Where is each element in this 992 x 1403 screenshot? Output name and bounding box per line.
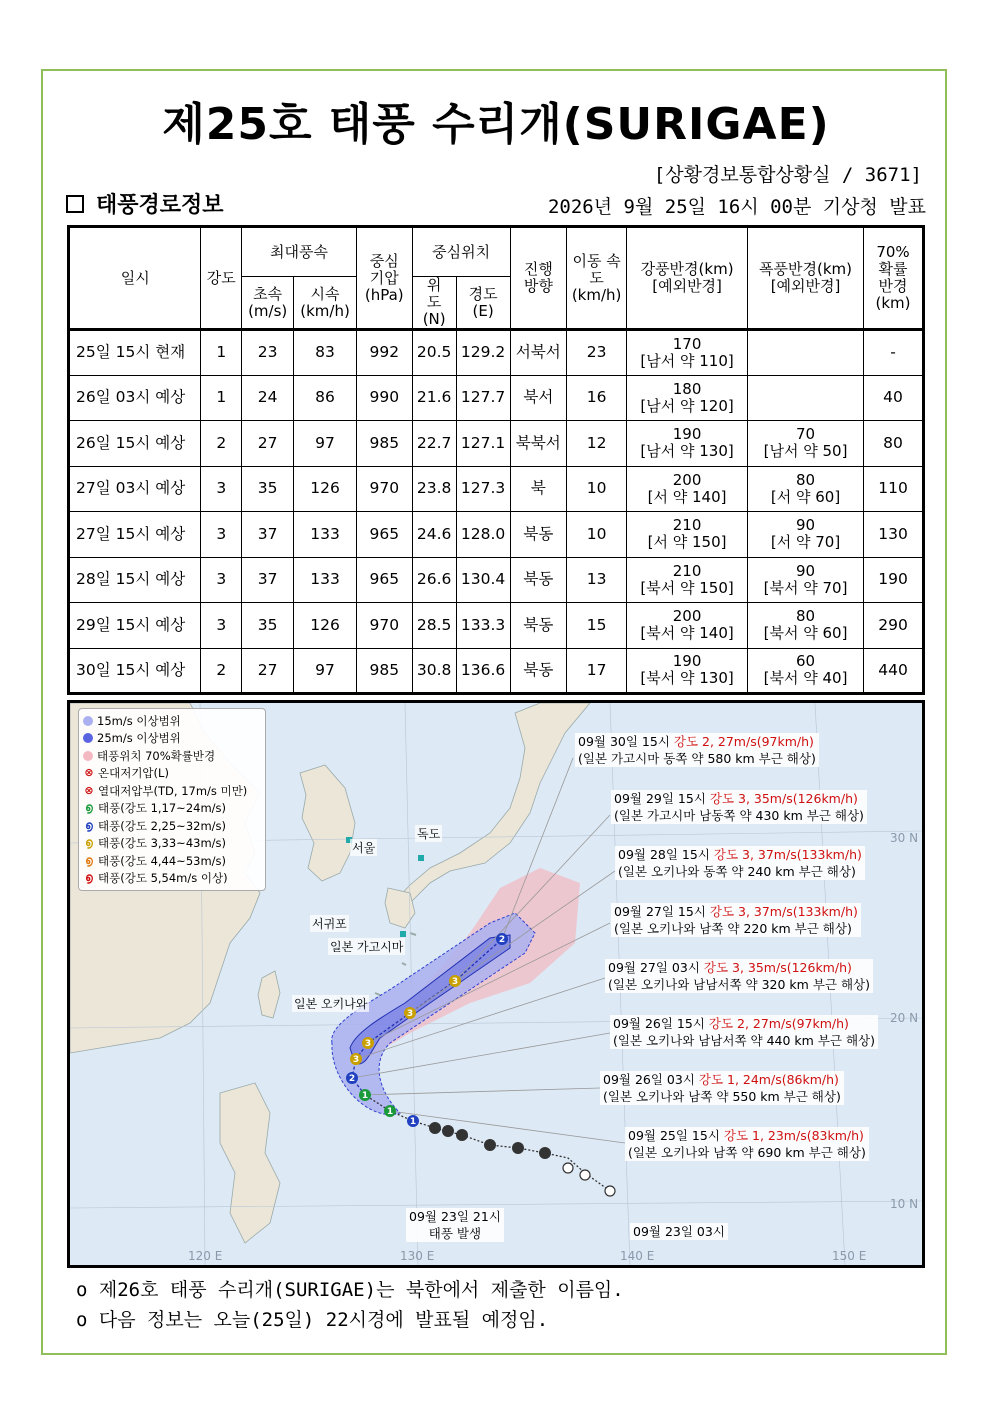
strong-exception: [서 약 140] bbox=[647, 487, 727, 506]
cell-lat: 23.8 bbox=[412, 466, 456, 512]
cell-prob: 130 bbox=[864, 512, 924, 558]
cell-hpa: 990 bbox=[356, 375, 412, 421]
cell-hpa: 965 bbox=[356, 557, 412, 603]
map-legend bbox=[78, 708, 266, 891]
place-kagoshima: 일본 가고시마 bbox=[330, 940, 404, 954]
cell-storm bbox=[748, 466, 864, 512]
header-ms: 초속 (m/s) bbox=[242, 277, 294, 330]
notes bbox=[76, 1275, 624, 1335]
legend-item bbox=[83, 747, 261, 765]
cell-lat: 30.8 bbox=[412, 648, 456, 694]
header-direction: 진행 방향 bbox=[510, 227, 567, 330]
svg-text:1: 1 bbox=[409, 1117, 417, 1127]
cell-time: 26일 03시 예상 bbox=[69, 375, 201, 421]
annotation-location: (일본 오키나와 남쪽 약 690 km 부근 해상) bbox=[628, 1145, 866, 1160]
svg-text:1: 1 bbox=[361, 1091, 369, 1101]
cell-storm bbox=[748, 603, 864, 649]
legend-label: 태풍(강도 5,54m/s 이상) bbox=[98, 871, 228, 886]
typhoon-symbol-icon: ൭ bbox=[85, 871, 93, 885]
korea-landmass bbox=[300, 765, 355, 881]
header-speed: 이동 속도 (km/h) bbox=[567, 227, 627, 330]
strong-exception: [남서 약 130] bbox=[640, 442, 734, 461]
table-row bbox=[69, 375, 924, 421]
storm-radius: 60 bbox=[795, 652, 816, 671]
grid-lon150: 150 E bbox=[832, 1249, 867, 1263]
cell-time: 30일 15시 예상 bbox=[69, 648, 201, 694]
header-pressure: 중심 기압 (hPa) bbox=[356, 227, 412, 330]
cell-kmh: 97 bbox=[294, 421, 357, 467]
typhoon-symbol-icon: ⊗ bbox=[84, 783, 94, 797]
table-row bbox=[69, 557, 924, 603]
annotation-intensity: 강도 1, 23m/s(83km/h) bbox=[723, 1128, 864, 1143]
cell-ms: 27 bbox=[242, 421, 294, 467]
storm-radius: 90 bbox=[795, 561, 816, 580]
storm-exception: [서 약 60] bbox=[770, 487, 841, 506]
legend-label: 25m/s 이상범위 bbox=[97, 731, 181, 746]
note-1: o 제26호 태풍 수리개(SURIGAE)는 북한에서 제출한 이름임. bbox=[76, 1279, 624, 1301]
cell-strong bbox=[627, 648, 748, 694]
cell-prob: 440 bbox=[864, 648, 924, 694]
cell-lat: 21.6 bbox=[412, 375, 456, 421]
taiwan-landmass bbox=[258, 971, 280, 1018]
cell-kmh: 83 bbox=[294, 330, 357, 376]
cell-ms: 35 bbox=[242, 603, 294, 649]
place-okinawa: 일본 오키나와 bbox=[294, 997, 368, 1011]
svg-text:3: 3 bbox=[406, 1009, 414, 1019]
svg-text:3: 3 bbox=[451, 977, 459, 987]
cell-ms: 37 bbox=[242, 512, 294, 558]
cell-kmh: 133 bbox=[294, 557, 357, 603]
legend-item bbox=[83, 782, 261, 800]
cell-ms: 23 bbox=[242, 330, 294, 376]
place-dokdo: 독도 bbox=[417, 827, 441, 841]
legend-item bbox=[83, 800, 261, 818]
grid-lon140: 140 E bbox=[620, 1249, 655, 1263]
storm-radius: 70 bbox=[795, 425, 816, 444]
header-strong-radius: 강풍반경(km) [예외반경] bbox=[627, 227, 748, 330]
svg-text:2: 2 bbox=[348, 1074, 356, 1084]
cell-strong bbox=[627, 466, 748, 512]
table-row bbox=[69, 512, 924, 558]
cell-spd: 13 bbox=[567, 557, 627, 603]
legend-label: 15m/s 이상범위 bbox=[97, 713, 181, 728]
annotation-headline bbox=[578, 733, 816, 750]
annotation-date: 09월 27일 15시 bbox=[614, 904, 706, 919]
start-label: 09월 23일 03시 bbox=[630, 1223, 728, 1240]
legend-item bbox=[83, 870, 261, 888]
cell-lon: 136.6 bbox=[456, 648, 510, 694]
cell-strong bbox=[627, 603, 748, 649]
annotation-headline bbox=[614, 903, 858, 920]
genesis-label bbox=[406, 1208, 504, 1242]
cell-prob: 110 bbox=[864, 466, 924, 512]
cell-prob: 80 bbox=[864, 421, 924, 467]
cell-spd: 10 bbox=[567, 512, 627, 558]
cell-dir: 북동 bbox=[510, 603, 567, 649]
track-annotation bbox=[605, 959, 873, 993]
storm-radius: 80 bbox=[795, 470, 816, 489]
typhoon-symbol-icon: ൭ bbox=[85, 818, 93, 832]
legend-label: 태풍(강도 1,17~24m/s) bbox=[98, 801, 227, 816]
storm-exception: [남서 약 50] bbox=[763, 442, 848, 461]
cell-spd: 15 bbox=[567, 603, 627, 649]
svg-text:1: 1 bbox=[386, 1107, 394, 1117]
cell-storm bbox=[748, 421, 864, 467]
grid-lon120: 120 E bbox=[188, 1249, 223, 1263]
cell-lat: 28.5 bbox=[412, 603, 456, 649]
cell-lon: 128.0 bbox=[456, 512, 510, 558]
storm-exception: [북서 약 40] bbox=[763, 669, 848, 688]
page-title: 제25호 태풍 수리개(SURIGAE) bbox=[162, 99, 830, 150]
table-row bbox=[69, 466, 924, 512]
cell-ms: 27 bbox=[242, 648, 294, 694]
cell-dir: 북동 bbox=[510, 557, 567, 603]
track-annotation bbox=[611, 790, 867, 824]
legend-item bbox=[83, 712, 261, 730]
cell-time: 26일 15시 예상 bbox=[69, 421, 201, 467]
annotation-location: (일본 오키나와 남쪽 약 550 km 부근 해상) bbox=[603, 1089, 841, 1104]
grid-lat10: 10 N bbox=[890, 1197, 919, 1211]
cell-spd: 12 bbox=[567, 421, 627, 467]
cell-storm bbox=[748, 648, 864, 694]
cell-int: 2 bbox=[201, 648, 242, 694]
track-annotation bbox=[615, 846, 865, 880]
cell-dir: 북 bbox=[510, 466, 567, 512]
annotation-intensity: 강도 3, 37m/s(133km/h) bbox=[709, 904, 858, 919]
strong-exception: [북서 약 140] bbox=[640, 624, 734, 643]
cell-prob: 190 bbox=[864, 557, 924, 603]
cell-int: 3 bbox=[201, 466, 242, 512]
cell-dir: 북북서 bbox=[510, 421, 567, 467]
grid-lon130: 130 E bbox=[400, 1249, 435, 1263]
genesis-text: 태풍 발생 bbox=[428, 1226, 482, 1241]
cell-dir: 북서 bbox=[510, 375, 567, 421]
table-row bbox=[69, 421, 924, 467]
cell-int: 3 bbox=[201, 603, 242, 649]
strong-exception: [북서 약 150] bbox=[640, 578, 734, 597]
cell-lon: 133.3 bbox=[456, 603, 510, 649]
cell-int: 3 bbox=[201, 512, 242, 558]
cell-strong bbox=[627, 421, 748, 467]
issued-time: 2026년 9월 25일 16시 00분 기상청 발표 bbox=[547, 196, 926, 218]
legend-swatch-icon bbox=[83, 733, 93, 743]
annotation-headline bbox=[628, 1127, 866, 1144]
annotation-date: 09월 30일 15시 bbox=[578, 734, 670, 749]
cell-int: 1 bbox=[201, 330, 242, 376]
cell-strong bbox=[627, 512, 748, 558]
annotation-location: (일본 오키나와 남남서쪽 약 440 km 부근 해상) bbox=[613, 1033, 875, 1048]
track-annotation bbox=[625, 1127, 869, 1161]
place-seogwipo: 서귀포 bbox=[312, 917, 347, 931]
cell-dir: 북동 bbox=[510, 648, 567, 694]
cell-hpa: 985 bbox=[356, 421, 412, 467]
cell-time: 25일 15시 현재 bbox=[69, 330, 201, 376]
annotation-intensity: 강도 3, 35m/s(126km/h) bbox=[703, 960, 852, 975]
header-intensity: 강도 bbox=[201, 227, 242, 330]
typhoon-symbol-icon: ൭ bbox=[85, 836, 93, 850]
svg-text:2: 2 bbox=[498, 935, 506, 945]
typhoon-symbol-icon: ൭ bbox=[85, 801, 93, 815]
section-header bbox=[66, 188, 224, 219]
cell-kmh: 126 bbox=[294, 603, 357, 649]
table-row bbox=[69, 648, 924, 694]
storm-radius: 80 bbox=[795, 607, 816, 626]
header-lon: 경도 (E) bbox=[456, 277, 510, 330]
annotation-location: (일본 오키나와 남쪽 약 220 km 부근 해상) bbox=[614, 921, 852, 936]
cell-lat: 26.6 bbox=[412, 557, 456, 603]
cell-int: 3 bbox=[201, 557, 242, 603]
header-lat: 위도 (N) bbox=[412, 277, 456, 330]
cell-strong bbox=[627, 557, 748, 603]
annotation-location: (일본 오키나와 동쪽 약 240 km 부근 해상) bbox=[618, 864, 856, 879]
annotation-date: 09월 29일 15시 bbox=[614, 791, 706, 806]
cell-storm bbox=[748, 330, 864, 376]
legend-item bbox=[83, 730, 261, 748]
place-seoul: 서울 bbox=[352, 841, 376, 855]
strong-exception: [북서 약 130] bbox=[640, 669, 734, 688]
strong-radius: 210 bbox=[672, 561, 702, 580]
storm-exception: [북서 약 60] bbox=[763, 624, 848, 643]
cell-storm bbox=[748, 557, 864, 603]
header-prob-radius: 70% 확률 반경 (km) bbox=[864, 227, 924, 330]
strong-radius: 190 bbox=[672, 425, 702, 444]
cell-kmh: 97 bbox=[294, 648, 357, 694]
header-storm-radius: 폭풍반경(km) [예외반경] bbox=[748, 227, 864, 330]
cell-dir: 북동 bbox=[510, 512, 567, 558]
annotation-intensity: 강도 2, 27m/s(97km/h) bbox=[708, 1016, 849, 1031]
legend-label: 온대저기압(L) bbox=[98, 766, 169, 781]
cell-dir: 서북서 bbox=[510, 330, 567, 376]
track-annotation bbox=[575, 733, 819, 767]
track-annotation bbox=[600, 1071, 844, 1105]
table-row bbox=[69, 603, 924, 649]
strong-radius: 170 bbox=[672, 334, 702, 353]
cell-time: 28일 15시 예상 bbox=[69, 557, 201, 603]
cell-time: 27일 15시 예상 bbox=[69, 512, 201, 558]
cell-storm bbox=[748, 512, 864, 558]
office-label: [상황경보통합상황실 / 3671] bbox=[653, 164, 922, 186]
header-time: 일시 bbox=[69, 227, 201, 330]
cell-lon: 129.2 bbox=[456, 330, 510, 376]
legend-label: 태풍(강도 2,25~32m/s) bbox=[98, 818, 227, 833]
cell-lat: 20.5 bbox=[412, 330, 456, 376]
annotation-headline bbox=[618, 846, 862, 863]
cell-prob: 40 bbox=[864, 375, 924, 421]
strong-radius: 190 bbox=[672, 652, 702, 671]
annotation-intensity: 강도 1, 24m/s(86km/h) bbox=[698, 1072, 839, 1087]
cell-hpa: 970 bbox=[356, 603, 412, 649]
annotation-location: (일본 가고시마 동쪽 약 580 km 부근 해상) bbox=[578, 751, 816, 766]
legend-item bbox=[83, 817, 261, 835]
strong-radius: 210 bbox=[672, 516, 702, 535]
cell-hpa: 970 bbox=[356, 466, 412, 512]
strong-exception: [남서 약 110] bbox=[640, 351, 734, 370]
legend-item bbox=[83, 835, 261, 853]
cell-spd: 10 bbox=[567, 466, 627, 512]
cell-strong bbox=[627, 375, 748, 421]
annotation-date: 09월 28일 15시 bbox=[618, 847, 710, 862]
cell-lat: 22.7 bbox=[412, 421, 456, 467]
cell-lon: 127.3 bbox=[456, 466, 510, 512]
strong-exception: [서 약 150] bbox=[647, 533, 727, 552]
cell-lon: 127.1 bbox=[456, 421, 510, 467]
annotation-date: 09월 27일 03시 bbox=[608, 960, 700, 975]
cell-hpa: 992 bbox=[356, 330, 412, 376]
cell-int: 2 bbox=[201, 421, 242, 467]
legend-label: 태풍위치 70%확률반경 bbox=[97, 748, 216, 763]
svg-text:3: 3 bbox=[352, 1055, 360, 1065]
legend-label: 열대저압부(TD, 17m/s 미만) bbox=[98, 783, 248, 798]
checkbox-icon bbox=[66, 195, 84, 213]
cell-lat: 24.6 bbox=[412, 512, 456, 558]
strong-radius: 200 bbox=[672, 470, 702, 489]
annotation-headline bbox=[613, 1015, 875, 1032]
typhoon-symbol-icon: ⊗ bbox=[84, 766, 94, 780]
header-center: 중심위치 bbox=[412, 227, 510, 277]
track-map bbox=[67, 700, 925, 1268]
annotation-location: (일본 오키나와 남남서쪽 약 320 km 부근 해상) bbox=[608, 977, 870, 992]
note-2: o 다음 정보는 오늘(25일) 22시경에 발표될 예정임. bbox=[76, 1309, 549, 1331]
storm-exception: [서 약 70] bbox=[770, 533, 841, 552]
forecast-table bbox=[67, 225, 925, 695]
cell-ms: 35 bbox=[242, 466, 294, 512]
annotation-date: 09월 26일 03시 bbox=[603, 1072, 695, 1087]
strong-exception: [남서 약 120] bbox=[640, 396, 734, 415]
annotation-date: 09월 26일 15시 bbox=[613, 1016, 705, 1031]
cell-spd: 23 bbox=[567, 330, 627, 376]
storm-radius: 90 bbox=[795, 516, 816, 535]
annotation-intensity: 강도 3, 37m/s(133km/h) bbox=[713, 847, 862, 862]
cell-time: 29일 15시 예상 bbox=[69, 603, 201, 649]
annotation-headline bbox=[608, 959, 870, 976]
svg-text:3: 3 bbox=[364, 1039, 372, 1049]
storm-exception: [북서 약 70] bbox=[763, 578, 848, 597]
cell-storm bbox=[748, 375, 864, 421]
cell-prob: - bbox=[864, 330, 924, 376]
header-kmh: 시속 (km/h) bbox=[294, 277, 357, 330]
cell-kmh: 126 bbox=[294, 466, 357, 512]
legend-swatch-icon bbox=[83, 751, 93, 761]
kyushu-landmass bbox=[385, 888, 415, 928]
header-maxwind: 최대풍속 bbox=[242, 227, 357, 277]
legend-item bbox=[83, 765, 261, 783]
cell-lon: 127.7 bbox=[456, 375, 510, 421]
cell-lon: 130.4 bbox=[456, 557, 510, 603]
cell-kmh: 133 bbox=[294, 512, 357, 558]
grid-lat30: 30 N bbox=[890, 831, 919, 845]
cell-prob: 290 bbox=[864, 603, 924, 649]
legend-label: 태풍(강도 3,33~43m/s) bbox=[98, 836, 227, 851]
cell-hpa: 985 bbox=[356, 648, 412, 694]
genesis-date: 09월 23일 21시 bbox=[409, 1209, 501, 1224]
cell-kmh: 86 bbox=[294, 375, 357, 421]
cell-ms: 24 bbox=[242, 375, 294, 421]
legend-item bbox=[83, 852, 261, 870]
typhoon-symbol-icon: ൭ bbox=[85, 853, 93, 867]
cell-int: 1 bbox=[201, 375, 242, 421]
philippines-landmass bbox=[220, 1083, 280, 1243]
legend-swatch-icon bbox=[83, 716, 93, 726]
track-annotation bbox=[611, 903, 861, 937]
annotation-intensity: 강도 2, 27m/s(97km/h) bbox=[673, 734, 814, 749]
legend-label: 태풍(강도 4,44~53m/s) bbox=[98, 853, 227, 868]
annotation-intensity: 강도 3, 35m/s(126km/h) bbox=[709, 791, 858, 806]
strong-radius: 200 bbox=[672, 607, 702, 626]
annotation-location: (일본 가고시마 남동쪽 약 430 km 부근 해상) bbox=[614, 808, 864, 823]
cell-hpa: 965 bbox=[356, 512, 412, 558]
cell-strong bbox=[627, 330, 748, 376]
track-annotation bbox=[610, 1015, 878, 1049]
section-title: 태풍경로정보 bbox=[96, 193, 224, 218]
annotation-headline bbox=[614, 790, 864, 807]
table-row bbox=[69, 330, 924, 376]
grid-lat20: 20 N bbox=[890, 1011, 919, 1025]
cell-spd: 17 bbox=[567, 648, 627, 694]
cell-ms: 37 bbox=[242, 557, 294, 603]
cell-time: 27일 03시 예상 bbox=[69, 466, 201, 512]
strong-radius: 180 bbox=[672, 379, 702, 398]
annotation-headline bbox=[603, 1071, 841, 1088]
annotation-date: 09월 25일 15시 bbox=[628, 1128, 720, 1143]
cell-spd: 16 bbox=[567, 375, 627, 421]
